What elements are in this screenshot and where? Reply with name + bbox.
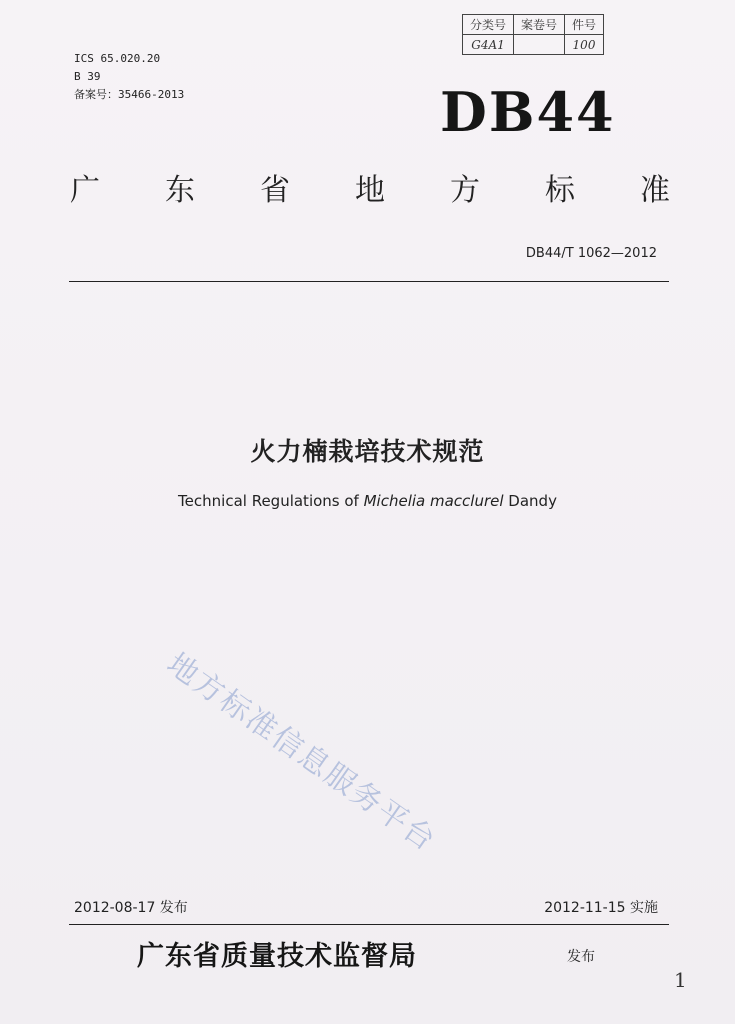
ccs-code: B 39 [74,70,101,83]
document-title-en [0,492,735,510]
title-en-species: Michelia macclurel [363,492,504,510]
standard-number: DB44/T 1062—2012 [525,246,657,261]
stamp-header-file: 案卷号 [514,15,565,35]
stamp-value-file [514,35,565,55]
stamp-value-row [463,35,604,55]
heading-char: 方 [450,173,480,208]
issuer-tag: 发布 [567,949,595,965]
filing-number: 备案号：35466-2013 [74,88,185,101]
title-en-suffix: Dandy [503,492,557,510]
issuing-authority: 广东省质量技术监督局 [137,941,417,972]
stamp-header-category: 分类号 [463,15,514,35]
db44-mark: DB44 [440,80,616,144]
heading-char: 广 [70,173,100,208]
page-number: 1 [674,968,687,992]
stamp-header-item: 件号 [565,15,604,35]
classification-block [74,50,184,104]
stamp-value-category: G4A1 [463,35,514,55]
heading-char: 地 [355,173,385,208]
heading-char: 标 [545,173,575,208]
footer-divider [69,924,669,925]
standard-type-heading [70,165,670,209]
implementation-date: 2012-11-15 实施 [544,900,658,916]
document-title-cn: 火力楠栽培技术规范 [250,437,485,466]
heading-char: 准 [640,173,670,208]
title-en-prefix: Technical Regulations of [178,492,364,510]
ics-code: ICS 65.020.20 [74,52,161,65]
watermark-text: 地方标准信息服务平台 [160,646,443,859]
issue-date: 2012-08-17 发布 [74,900,188,916]
heading-char: 东 [165,173,195,208]
heading-char: 省 [260,173,290,208]
header-divider [69,281,669,282]
stamp-value-item: 100 [565,35,604,55]
archive-stamp-table [462,14,604,55]
stamp-header-row [463,15,604,35]
